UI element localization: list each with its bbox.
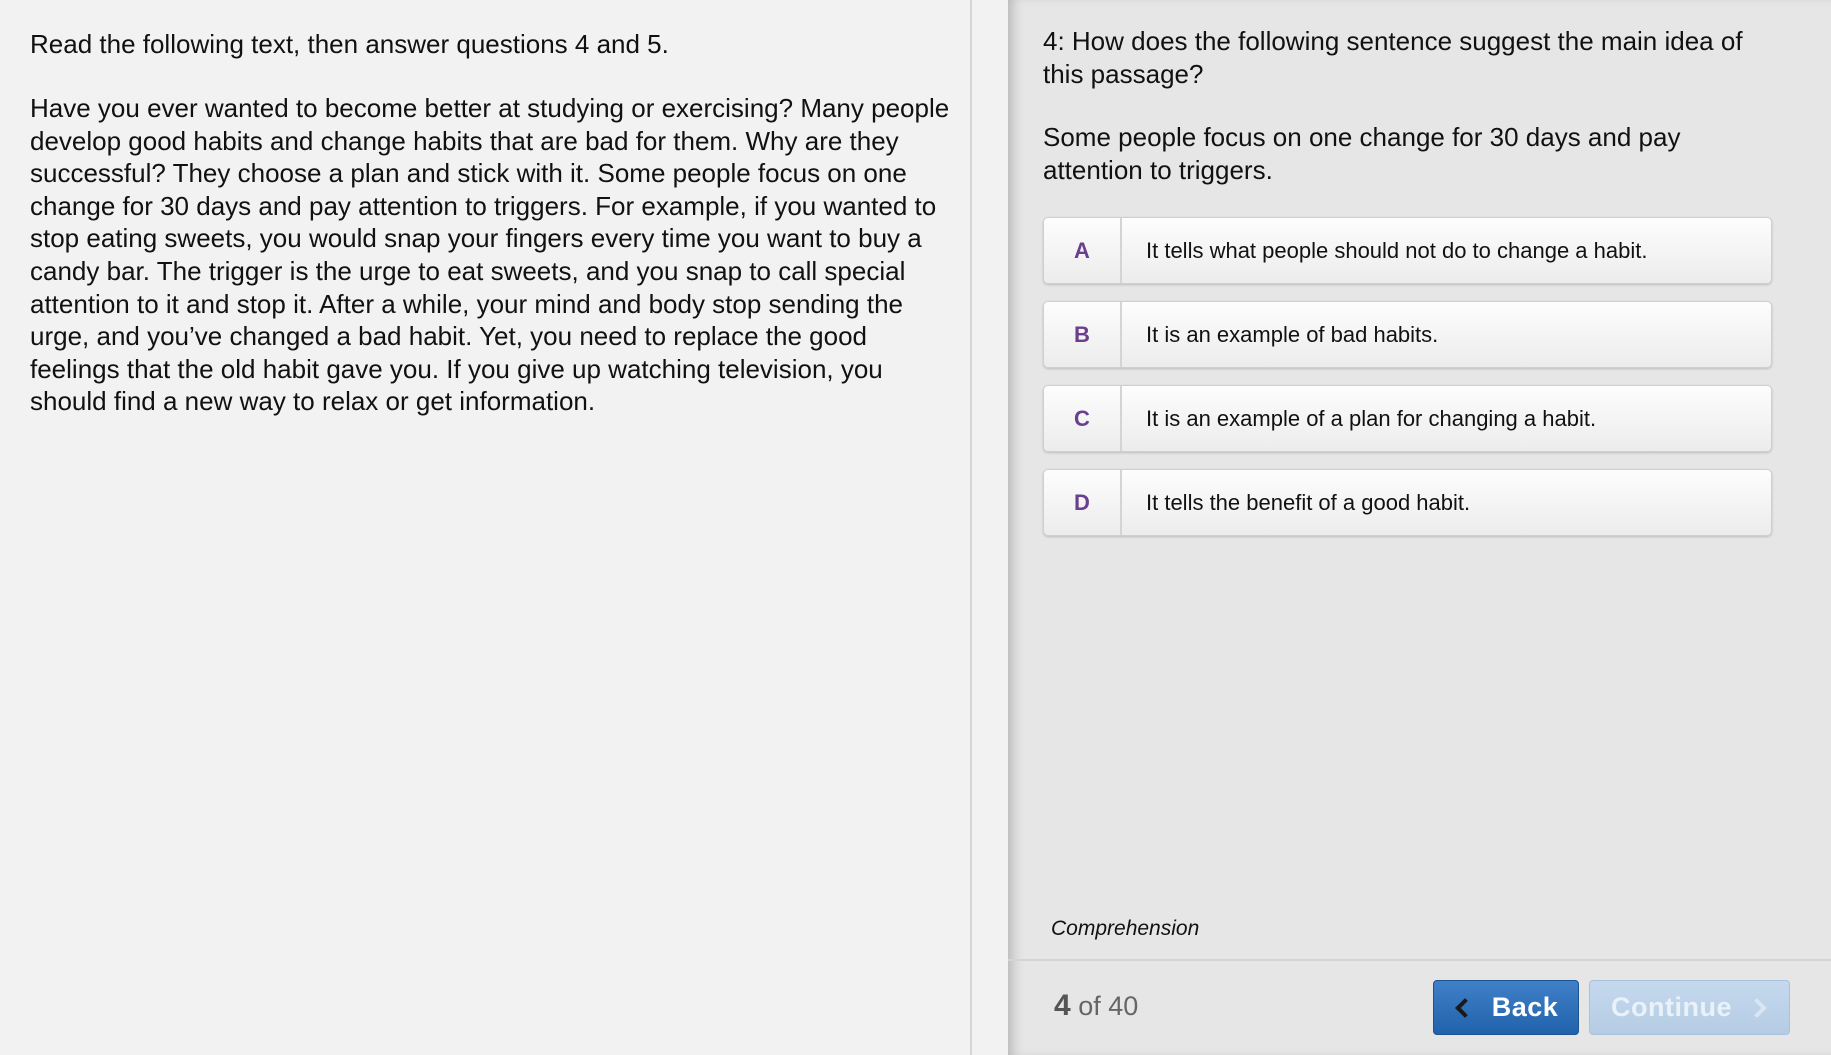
answer-options [1043,217,1772,553]
question-total: of 40 [1078,991,1139,1021]
option-letter: A [1044,218,1122,283]
passage-intro: Read the following text, then answer questions 4 and 5. [30,29,669,59]
question-pane [1008,0,1831,1055]
passage-text: Have you ever wanted to become better at studying or exercising? Many people develop good habits and change habits that are bad for them. Why are they successful? They choose a plan and stick with it. Some people focus on one change for 30 days and pay attention to triggers. For example, if you wanted to stop eating sweets, you would snap your fingers every time you want to buy a candy bar. The trigger is the urge to eat sweets, and you snap to call special attention to it and stop it. After a while, your mind and body stop sending the urge, and you’ve changed a bad habit. Yet, you need to replace the good feelings that the old habit gave you. If you give up watching television, you should find a new way to relax or get information. [30,93,950,417]
answer-option-d[interactable] [1043,469,1772,536]
question-progress [1054,989,1138,1023]
option-letter: D [1044,470,1122,535]
chevron-right-icon [1747,998,1767,1018]
option-text: It is an example of bad habits. [1146,321,1439,347]
answer-option-b[interactable] [1043,301,1772,368]
continue-button [1589,980,1790,1035]
answer-option-c[interactable] [1043,385,1772,452]
chevron-left-icon [1455,998,1475,1018]
option-letter: B [1044,302,1122,367]
question-prompt: 4: How does the following sentence suggest the main idea of this passage? [1043,26,1743,89]
option-text: It tells the benefit of a good habit. [1146,489,1471,515]
pane-gap [972,0,1008,1055]
current-question-number: 4 [1054,989,1071,1022]
option-text: It is an example of a plan for changing a habit. [1146,405,1597,431]
option-text: It tells what people should not do to change a habit. [1146,237,1648,263]
quoted-sentence: Some people focus on one change for 30 days and pay attention to triggers. [1043,122,1681,185]
question-category: Comprehension [1051,917,1200,940]
continue-button-label: Continue [1611,992,1732,1022]
back-button-label: Back [1491,992,1559,1022]
back-button[interactable] [1433,980,1579,1035]
option-letter: C [1044,386,1122,451]
footer-divider [1008,959,1831,961]
answer-option-a[interactable] [1043,217,1772,284]
